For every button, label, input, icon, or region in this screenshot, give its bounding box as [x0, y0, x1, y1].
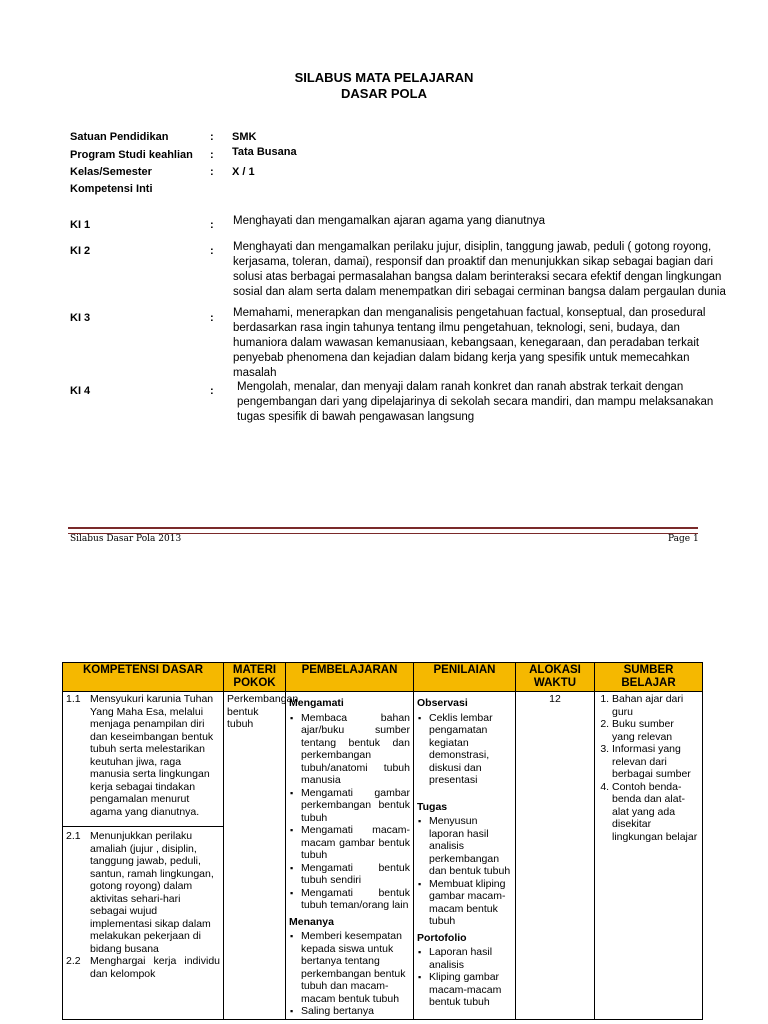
materi-cell	[224, 692, 299, 1020]
portofolio-list	[417, 946, 512, 1009]
list-item: ▪ Mengamati bentuk tubuh sendiri	[301, 862, 410, 887]
kd-item	[66, 693, 220, 818]
mengamati-list	[289, 712, 410, 912]
ki-colon: :	[210, 245, 214, 257]
table-header-row	[63, 663, 703, 692]
kd-text: Menunjukkan perilaku amaliah (jujur , disiplin, tanggung jawab, peduli, santun, ramah lingkungan, gotong royong) dalam aktivitas sehari-hari sebagai wujud implementasi sikap dalam melakukan pekerjaan di bidang busana	[90, 830, 214, 955]
ki-label: KI 3	[70, 312, 91, 324]
list-item: ▪ Mengamati gambar perkembangan bentuk tubuh	[301, 787, 410, 825]
header-penilaian: PENILAIAN	[414, 663, 516, 692]
ki-colon: :	[210, 385, 214, 397]
kd-item	[66, 955, 220, 980]
document-title: SILABUS MATA PELAJARAN	[294, 70, 474, 85]
header-materi-pokok: MATERI POKOK	[224, 663, 286, 692]
list-item: ▪ Mengamati macam-macam gambar bentuk tubuh	[301, 824, 410, 862]
table-row	[63, 692, 703, 1020]
info-value: SMK	[232, 131, 257, 143]
ki-text: Memahami, menerapkan dan menganalisis pengetahuan factual, konseptual, dan prosedural berdasarkan rasa ingin tahunya tentang ilmu pengetahuan, teknologi, seni, budaya, dan humaniora dalam wawasan kemanusiaan, kebangsaan, kenegaraan, dan peradaban terkait penyebab phenomena dan kejadian dalam bidang kerja yang spesifik untuk memecahkan masalah	[233, 307, 706, 379]
ki-text: Mengolah, menalar, dan menyaji dalam ranah konkret dan ranah abstrak terkait dengan pengembangan dari yang dipelajarinya di sekolah secara mandiri, dan mampu melaksanakan tugas spesifik di bawah pengawasan langsung	[237, 381, 714, 423]
menanya-list	[289, 930, 410, 1018]
list-item: ▪ Laporan hasil analisis	[429, 946, 512, 971]
ki-text: Menghayati dan mengamalkan ajaran agama yang dianutnya	[233, 215, 545, 227]
info-label: Satuan Pendidikan	[70, 131, 169, 143]
ki-label: KI 2	[70, 245, 91, 257]
pembelajaran-cell	[286, 692, 414, 1020]
ki-colon: :	[210, 219, 214, 231]
list-item: ▪ Ceklis lembar pengamatan kegiatan demonstrasi, diskusi dan presentasi	[429, 712, 512, 787]
footer-left: Silabus Dasar Pola 2013	[70, 534, 182, 544]
kd-number: 1.1	[66, 693, 81, 705]
list-item: ▪ Membaca bahan ajar/buku sumber tentang bentuk dan perkembangan tubuh/anatomi tubuh manusia	[301, 712, 410, 787]
menanya-heading: Menanya	[289, 915, 334, 928]
tugas-heading: Tugas	[417, 800, 448, 813]
penilaian-cell	[414, 692, 516, 1020]
kd-divider	[63, 826, 223, 827]
portofolio-heading: Portofolio	[417, 931, 467, 944]
kd-number: 2.2	[66, 955, 81, 967]
kd-item	[66, 830, 220, 955]
document-subtitle: DASAR POLA	[341, 86, 427, 101]
info-label: Kelas/Semester	[70, 166, 152, 178]
kd-text: Menghargai kerja individu dan kelompok	[90, 955, 220, 980]
list-item: 3. Informasi yang relevan dari berbagai sumber	[612, 743, 699, 781]
list-item: ▪ Membuat kliping gambar macam-macam bentuk tubuh	[429, 878, 512, 928]
info-label: Program Studi keahlian	[70, 149, 193, 161]
alokasi-cell	[516, 692, 595, 1020]
kd-number: 2.1	[66, 830, 81, 842]
info-colon: :	[210, 166, 214, 178]
syllabus-table	[62, 662, 703, 1020]
tugas-list	[417, 815, 512, 928]
info-label: Kompetensi Inti	[70, 183, 153, 195]
alokasi-value: 12	[549, 693, 561, 705]
sumber-cell	[595, 692, 703, 1020]
info-colon: :	[210, 149, 214, 161]
kd-cell	[63, 692, 224, 1020]
list-item: 1. Bahan ajar dari guru	[612, 693, 699, 718]
page-number: Page 1	[668, 534, 699, 544]
header-pembelajaran: PEMBELAJARAN	[286, 663, 414, 692]
materi-text: Perkembangan bentuk tubuh	[227, 693, 299, 730]
list-item: ▪ Mengamati bentuk tubuh teman/orang lain	[301, 887, 410, 912]
mengamati-heading: Mengamati	[289, 697, 344, 709]
ki-label: KI 1	[70, 219, 91, 231]
header-sumber-belajar: SUMBER BELAJAR	[595, 663, 703, 692]
list-item: 2. Buku sumber yang relevan	[612, 718, 699, 743]
ki-colon: :	[210, 312, 214, 324]
list-item: ▪ Memberi kesempatan kepada siswa untuk bertanya tentang perkembangan bentuk tubuh dan macam-macam bentuk tubuh	[301, 930, 410, 1005]
observasi-heading: Observasi	[417, 697, 468, 709]
header-alokasi-waktu: ALOKASI WAKTU	[516, 663, 595, 692]
info-value: X / 1	[232, 166, 255, 178]
list-item: ▪ Saling bertanya	[301, 1005, 410, 1018]
observasi-list	[417, 712, 512, 787]
header-kompetensi-dasar: KOMPETENSI DASAR	[63, 663, 224, 692]
list-item: ▪ Kliping gambar macam-macam bentuk tubuh	[429, 971, 512, 1009]
ki-text: Menghayati dan mengamalkan perilaku jujur, disiplin, tanggung jawab, peduli ( gotong royong, kerjasama, toleran, damai), responsif dan proaktif dan menunjukkan sikap sebagai bagian dari solusi atas berbagai permasalahan bangsa dalam berinteraksi secara efektif dengan lingkungan sosial dan alam serta dalam menempatkan diri sebagai cerminan bangsa dalam pergaulan dunia	[233, 241, 726, 298]
sumber-list	[598, 693, 699, 843]
info-value: Tata Busana	[232, 146, 297, 158]
info-colon: :	[210, 131, 214, 143]
list-item: 4. Contoh benda-benda dan alat-alat yang ada disekitar lingkungan belajar	[612, 781, 699, 844]
footer-rule	[68, 527, 698, 534]
kd-text: Mensyukuri karunia Tuhan Yang Maha Esa, melalui menjaga penampilan diri dan keseimbangan bentuk tubuh serta melestarikan keutuhan jiwa, raga manusia serta lingkungan kerja sebagai tindakan pengamalan menurut agama yang dianutnya.	[90, 693, 214, 818]
list-item: ▪ Menyusun laporan hasil analisis perkembangan dan bentuk tubuh	[429, 815, 512, 878]
ki-label: KI 4	[70, 385, 91, 397]
